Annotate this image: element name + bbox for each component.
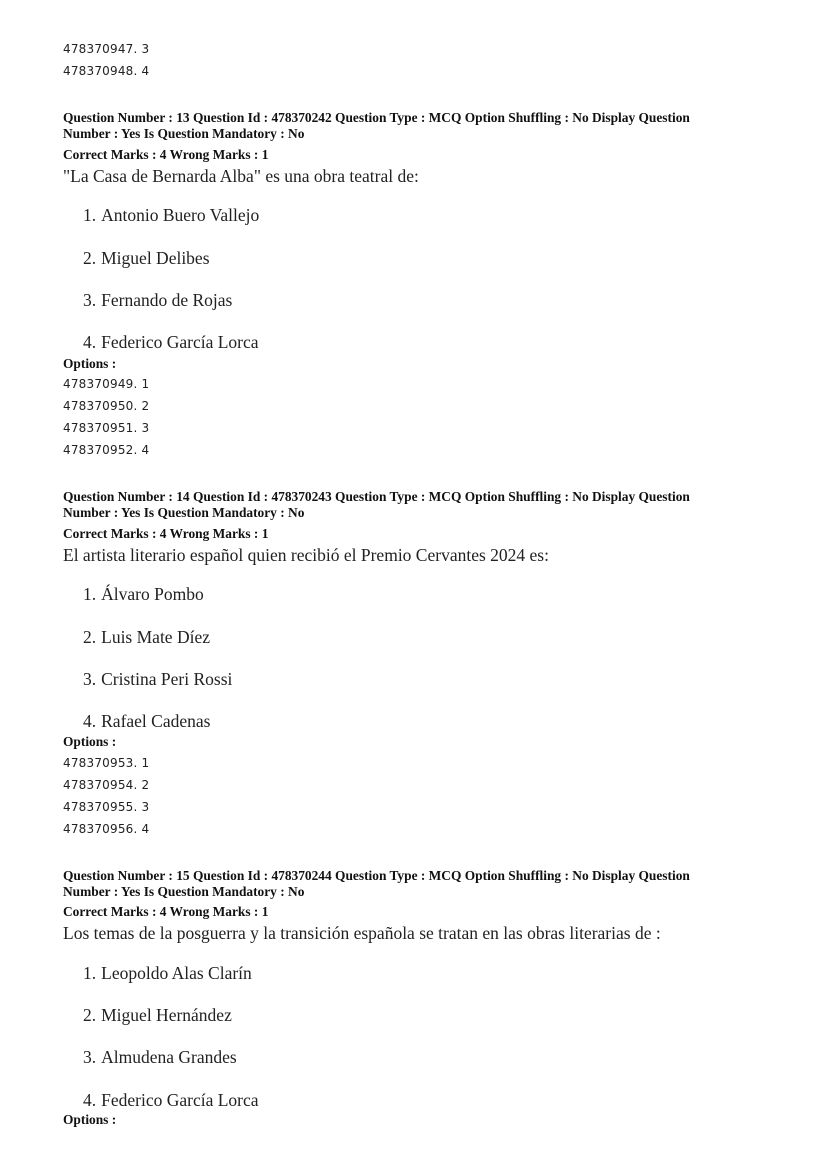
option-label: Almudena Grandes <box>101 1047 237 1067</box>
option-number: 4. <box>83 711 97 731</box>
option-id-line: 478370953. 1 <box>63 756 150 770</box>
question-14-marks: Correct Marks : 4 Wrong Marks : 1 <box>63 526 269 541</box>
question-15-option <box>83 1005 232 1026</box>
question-14-meta <box>63 489 763 521</box>
options-label: Options : <box>63 356 117 371</box>
question-13-text: "La Casa de Bernarda Alba" es una obra teatral de: <box>63 166 419 186</box>
option-number: 1. <box>83 963 97 983</box>
option-label: Álvaro Pombo <box>101 584 204 604</box>
question-15-marks: Correct Marks : 4 Wrong Marks : 1 <box>63 904 269 919</box>
option-label: Federico García Lorca <box>101 1090 259 1110</box>
option-id-line: 478370949. 1 <box>63 377 150 391</box>
question-13-option <box>83 205 259 226</box>
question-13-option <box>83 290 232 311</box>
question-meta-line: Question Number : 15 Question Id : 478370244 Question Type : MCQ Option Shuffling : No Display Question <box>63 868 690 883</box>
question-15-meta <box>63 868 763 900</box>
option-label: Cristina Peri Rossi <box>101 669 233 689</box>
question-14-option <box>83 711 210 732</box>
option-label: Miguel Hernández <box>101 1005 232 1025</box>
option-label: Leopoldo Alas Clarín <box>101 963 252 983</box>
question-meta-line: Question Number : 14 Question Id : 478370243 Question Type : MCQ Option Shuffling : No Display Question <box>63 489 690 504</box>
option-number: 2. <box>83 627 97 647</box>
option-id-line: 478370954. 2 <box>63 778 150 792</box>
option-number: 4. <box>83 332 97 352</box>
option-number: 2. <box>83 1005 97 1025</box>
option-number: 1. <box>83 584 97 604</box>
question-meta-line: Number : Yes Is Question Mandatory : No <box>63 126 305 141</box>
option-label: Antonio Buero Vallejo <box>101 205 260 225</box>
option-id-line: 478370947. 3 <box>63 42 150 56</box>
options-label: Options : <box>63 734 117 749</box>
question-meta-line: Number : Yes Is Question Mandatory : No <box>63 884 305 899</box>
option-id-line: 478370951. 3 <box>63 421 150 435</box>
option-number: 3. <box>83 290 97 310</box>
option-id-line: 478370956. 4 <box>63 822 150 836</box>
question-15-text: Los temas de la posguerra y la transición española se tratan en las obras literarias de : <box>63 923 661 943</box>
question-15-option <box>83 1090 259 1111</box>
option-number: 2. <box>83 248 97 268</box>
question-14-option <box>83 669 232 690</box>
question-meta-line: Number : Yes Is Question Mandatory : No <box>63 505 305 520</box>
option-number: 4. <box>83 1090 97 1110</box>
option-number: 1. <box>83 205 97 225</box>
option-id-line: 478370948. 4 <box>63 64 150 78</box>
question-13-option <box>83 248 210 269</box>
option-label: Miguel Delibes <box>101 248 210 268</box>
option-number: 3. <box>83 669 97 689</box>
option-id-line: 478370950. 2 <box>63 399 150 413</box>
question-meta-line: Question Number : 13 Question Id : 478370242 Question Type : MCQ Option Shuffling : No Display Question <box>63 110 690 125</box>
question-13-meta <box>63 110 763 142</box>
option-number: 3. <box>83 1047 97 1067</box>
option-label: Federico García Lorca <box>101 332 259 352</box>
option-label: Rafael Cadenas <box>101 711 211 731</box>
question-15-option <box>83 1047 237 1068</box>
question-14-option <box>83 584 204 605</box>
question-14-text: El artista literario español quien recibió el Premio Cervantes 2024 es: <box>63 545 549 565</box>
question-14-option <box>83 627 210 648</box>
option-id-line: 478370955. 3 <box>63 800 150 814</box>
options-label: Options : <box>63 1112 117 1127</box>
option-label: Fernando de Rojas <box>101 290 233 310</box>
option-id-line: 478370952. 4 <box>63 443 150 457</box>
question-13-option <box>83 332 259 353</box>
question-13-marks: Correct Marks : 4 Wrong Marks : 1 <box>63 147 269 162</box>
option-label: Luis Mate Díez <box>101 627 210 647</box>
question-15-option <box>83 963 252 984</box>
